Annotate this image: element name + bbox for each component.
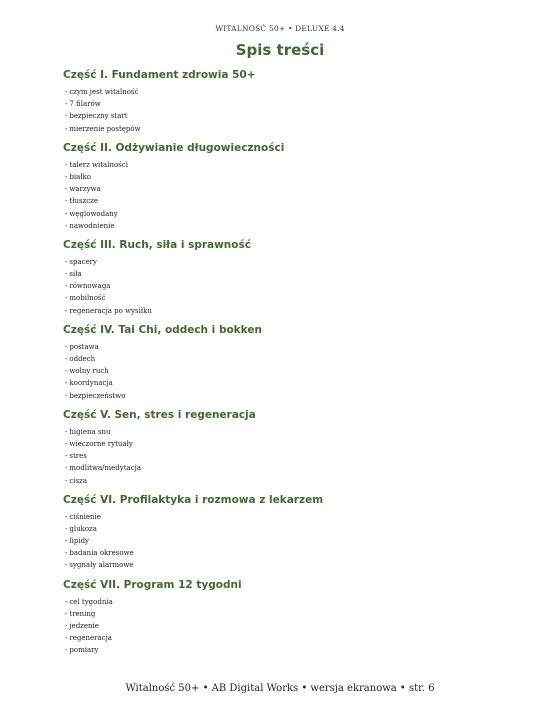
list-item: - mobilność [65, 294, 106, 303]
list-item: - cel tygodnia [65, 597, 113, 606]
list-item: - regeneracja [65, 634, 112, 643]
list-item: - warzywa [65, 185, 101, 194]
toc-section-2 [63, 141, 503, 232]
list-item: - badania okresowe [65, 549, 134, 558]
list-item: - wolny ruch [65, 367, 109, 376]
list-item: - spacery [65, 257, 97, 266]
list-item: - węglowodany [65, 209, 118, 218]
list-item: - stres [65, 452, 87, 461]
list-item: - wieczorne rytuały [65, 439, 133, 448]
list-item: - oddech [65, 355, 96, 363]
list-item: - glukoza [65, 524, 97, 533]
toc-section-4 [63, 323, 503, 402]
list-item: - tłuszcze [65, 197, 98, 206]
section-title: Część I. Fundament zdrowia 50+ [63, 69, 256, 81]
list-item: - nawodnienie [65, 221, 115, 230]
section-items [63, 86, 503, 135]
section-title: Część VI. Profilaktyka i rozmowa z lekarzem [63, 493, 324, 506]
section-items [63, 596, 503, 657]
list-item: - jedzenie [65, 622, 99, 630]
list-item: - koordynacja [65, 379, 113, 388]
list-item: - pomiary [65, 646, 99, 655]
list-item: - cisza [65, 476, 87, 485]
toc-section-6 [63, 493, 503, 572]
list-item: - siła [65, 270, 82, 279]
list-item: - białko [65, 172, 91, 181]
toc-section-3 [63, 238, 503, 317]
list-item: - postawa [65, 342, 99, 351]
section-items [63, 256, 503, 317]
section-items [63, 341, 503, 402]
running-header: WITALNOŚĆ 50+ • DELUXE 4.4 [215, 24, 345, 33]
list-item: - czym jest witalność [65, 88, 139, 96]
page-title: Spis treści [235, 41, 325, 59]
toc-section-7 [63, 578, 503, 657]
toc-section-1 [63, 68, 503, 135]
list-item: - mierzenie postępów [65, 124, 141, 133]
section-items [63, 511, 503, 572]
list-item: - talerz witalności [65, 160, 128, 169]
toc-section-5 [63, 408, 503, 487]
list-item: - regeneracja po wysiłku [65, 306, 152, 315]
section-title: Część II. Odżywianie długowieczności [63, 141, 285, 154]
list-item: - lipidy [65, 537, 90, 546]
section-title: Część VII. Program 12 tygodni [63, 578, 242, 591]
list-item: - 7 filarów [65, 100, 101, 109]
section-items [63, 159, 503, 232]
list-item: - sygnały alarmowe [65, 561, 134, 570]
section-title: Część III. Ruch, siła i sprawność [63, 238, 251, 251]
list-item: - ciśnienie [65, 512, 101, 521]
list-item: - bezpieczny start [65, 112, 128, 121]
section-items [63, 426, 503, 487]
list-item: - modlitwa/medytacja [65, 464, 141, 473]
table-of-contents [63, 68, 503, 663]
list-item: - higiena snu [65, 427, 111, 436]
list-item: - bezpieczeństwo [65, 391, 126, 400]
list-item: - równowaga [65, 282, 111, 291]
page-footer: Witalność 50+ • AB Digital Works • wersja ekranowa • str. 6 [125, 683, 435, 694]
section-title: Część IV. Tai Chi, oddech i bokken [63, 323, 262, 336]
section-title: Część V. Sen, stres i regeneracja [63, 408, 256, 421]
list-item: - trening [65, 609, 96, 618]
